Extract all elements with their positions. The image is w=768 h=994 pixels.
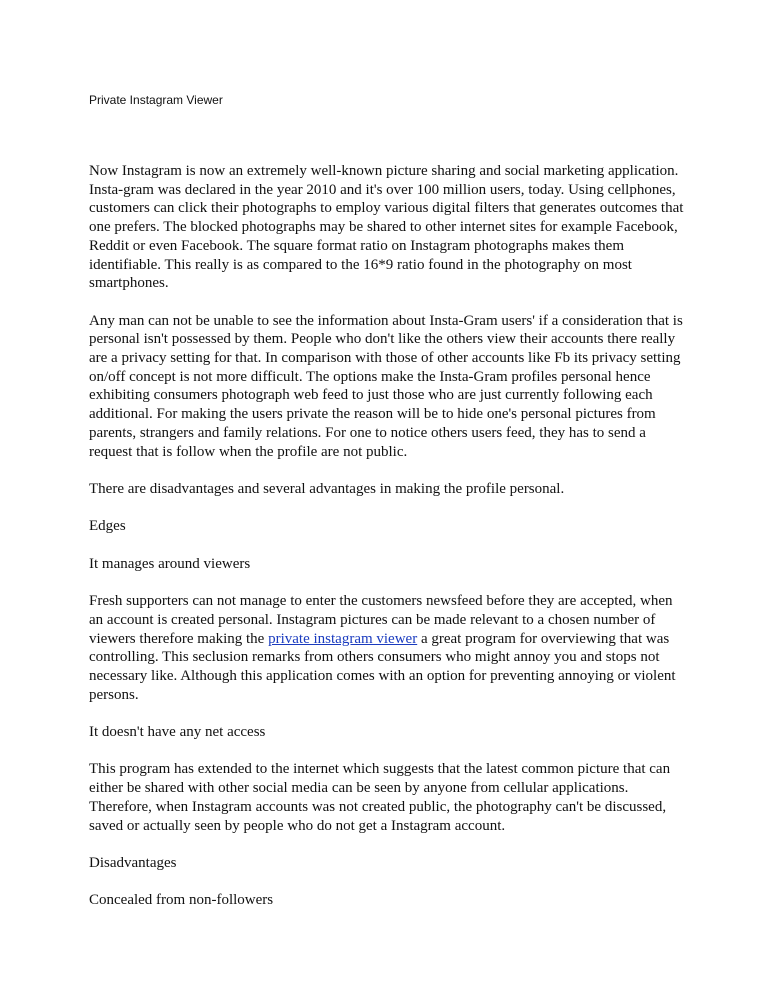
heading-edges: Edges xyxy=(89,518,126,535)
paragraph-supporters-text-before: Fresh supporters can not manage to enter the customers newsfeed before they are accepted, when an account is created personal. Instagram pictures can be made relevant to a chosen number of viewers therefore making the xyxy=(89,593,673,647)
heading-manages-viewers: It manages around viewers xyxy=(89,555,251,572)
heading-concealed: Concealed from non-followers xyxy=(89,892,274,909)
paragraph-supporters-text-after: a great program for overviewing that was controlling. This seclusion remarks from others consumers who might annoy you and stops not necessary like. Although this application comes with an option for preventing annoying or violent persons. xyxy=(89,630,676,703)
paragraph-pros-cons: There are disadvantages and several advantages in making the profile personal. xyxy=(89,480,565,497)
paragraph-supporters xyxy=(89,592,685,704)
paragraph-privacy: Any man can not be unable to see the information about Insta-Gram users' if a consideration that is personal isn't possessed by them. People who don't like the others view their accounts there really are a privacy setting for that. In comparison with those of other accounts like Fb its privacy setting on/off concept is not more difficult. The options make the Insta-Gram profiles personal hence exhibiting consumers photograph web feed to just those who are just currently following each additional. For making the users private the reason will be to hide one's personal pictures from parents, strangers and family relations. For one to notice others users feed, they has to send a request that is follow when the profile are not public. xyxy=(89,312,683,460)
heading-no-net-access: It doesn't have any net access xyxy=(89,724,266,740)
private-instagram-viewer-link[interactable]: private instagram viewer xyxy=(268,630,418,647)
paragraph-intro: Now Instagram is now an extremely well-known picture sharing and social marketing application. Insta-gram was declared in the year 2010 and it's over 100 million users, today. Using cellphones, customers can click their photographs to employ various digital filters that generates outcomes that one prefers. The blocked photographs may be shared to other internet sites for example Facebook, Reddit or even Facebook. The square format ratio on Instagram photographs makes them identifiable. This really is as compared to the 16*9 ratio found in the photography on most smartphones. xyxy=(89,163,684,292)
document-body xyxy=(89,162,685,929)
paragraph-internet: This program has extended to the internet which suggests that the latest common picture that can either be shared with other social media can be seen by anyone from cellular applications. Therefore, when Instagram accounts was not created public, the photography can't be discussed, saved or actually seen by people who do not get a Instagram account. xyxy=(89,761,671,834)
heading-disadvantages: Disadvantages xyxy=(89,854,177,871)
document-title: Private Instagram Viewer xyxy=(89,93,223,107)
